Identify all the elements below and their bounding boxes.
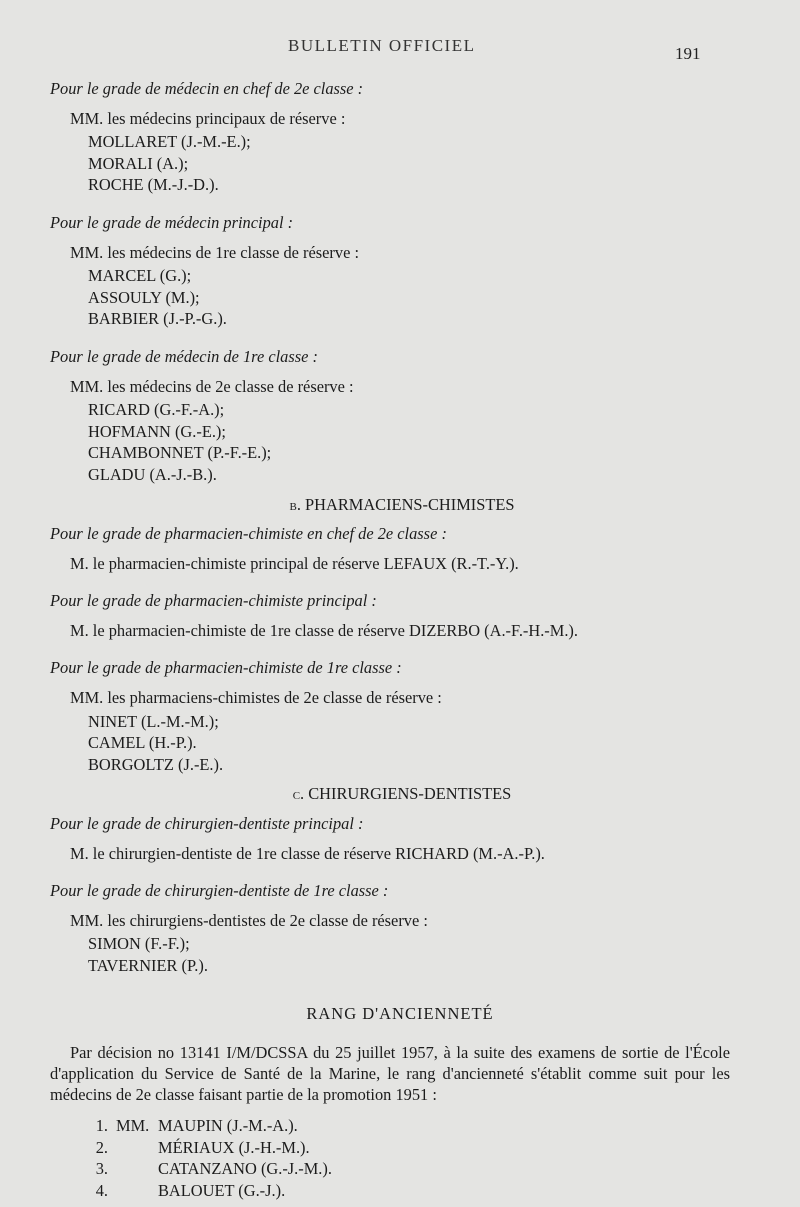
subsection-heading-chirurgiens: c. CHIRURGIENS-DENTISTES <box>292 784 512 804</box>
section-intro: MM. les médecins principaux de réserve : <box>70 108 346 128</box>
name-item: TAVERNIER (P.). <box>88 956 208 975</box>
name-item: SIMON (F.-F.); <box>88 934 190 954</box>
rank-number: 1. <box>95 1116 108 1136</box>
section-heading: Pour le grade de médecin de 1re classe : <box>50 346 318 366</box>
name-list <box>50 131 730 196</box>
name-item: CHAMBONNET (P.-F.-E.); <box>88 443 272 463</box>
name-item: CAMEL (H.-P.). <box>88 733 197 753</box>
page-number: 191 <box>675 44 701 63</box>
rank-item <box>50 1180 730 1202</box>
rang-paragraph: Par décision no 13141 I/M/DCSSA du 25 juillet 1957, à la suite des examens de sortie de l'École d'application du Service de Santé de la Marine, le rang d'ancienneté s'établit comme suit pour les médecins de 2e classe faisant partie de la promotion 1951 : <box>50 1043 730 1105</box>
name-item: ROCHE (M.-J.-D.). <box>88 175 219 195</box>
rank-number: 4. <box>95 1180 108 1200</box>
section-heading: Pour le grade de pharmacien-chimiste principal : <box>50 591 377 611</box>
section-pharmacien-en-chef <box>50 523 730 574</box>
rank-name: MAUPIN (J.-M.-A.). <box>158 1116 298 1136</box>
name-item: NINET (L.-M.-M.); <box>88 711 219 731</box>
section-medecin-principal <box>50 212 730 330</box>
page-content <box>50 78 730 1202</box>
section-heading: Pour le grade de pharmacien-chimiste de 1re classe : <box>50 658 402 678</box>
rank-item <box>50 1115 730 1137</box>
section-pharmacien-1re-classe <box>50 657 730 775</box>
section-heading: Pour le grade de chirurgien-dentiste principal : <box>50 814 364 834</box>
rank-item <box>50 1137 730 1159</box>
section-chirurgien-principal <box>50 813 730 864</box>
rank-list <box>50 1115 730 1201</box>
page-header <box>0 36 800 62</box>
section-heading: Pour le grade de médecin principal : <box>50 212 294 232</box>
name-list <box>50 399 730 485</box>
section-intro: M. le pharmacien-chimiste de 1re classe de réserve DIZERBO (A.-F.-H.-M.). <box>70 620 578 640</box>
rank-number: 3. <box>95 1159 108 1179</box>
running-title: BULLETIN OFFICIEL <box>288 36 476 55</box>
section-pharmacien-principal <box>50 590 730 641</box>
rank-number: 2. <box>95 1137 108 1157</box>
name-item: HOFMANN (G.-E.); <box>88 421 226 441</box>
section-medecin-1re-classe <box>50 346 730 486</box>
section-intro: MM. les pharmaciens-chimistes de 2e classe de réserve : <box>70 688 442 708</box>
section-heading: Pour le grade de pharmacien-chimiste en chef de 2e classe : <box>50 524 447 544</box>
subsection-heading-pharmaciens: b. PHARMACIENS-CHIMISTES <box>289 494 515 514</box>
rang-anciennete-heading: RANG D'ANCIENNETÉ <box>306 1003 494 1023</box>
section-medecin-en-chef <box>50 78 730 196</box>
name-item: GLADU (A.-J.-B.). <box>88 464 217 484</box>
rank-prefix: MM. <box>116 1116 150 1136</box>
name-item: MARCEL (G.); <box>88 266 192 286</box>
name-item: BORGOLTZ (J.-E.). <box>88 754 224 774</box>
section-chirurgien-1re-classe <box>50 880 730 976</box>
name-item: MORALI (A.); <box>88 153 189 173</box>
name-item: ASSOULY (M.); <box>88 287 200 307</box>
rank-name: BALOUET (G.-J.). <box>158 1180 286 1200</box>
rank-name: MÉRIAUX (J.-H.-M.). <box>158 1137 310 1157</box>
name-list <box>50 265 730 330</box>
name-item: RICARD (G.-F.-A.); <box>88 400 225 420</box>
name-list <box>50 711 730 776</box>
rank-item <box>50 1158 730 1180</box>
section-intro: MM. les chirurgiens-dentistes de 2e classe de réserve : <box>70 910 428 930</box>
rank-name: CATANZANO (G.-J.-M.). <box>158 1159 332 1179</box>
section-intro: MM. les médecins de 2e classe de réserve : <box>70 376 354 396</box>
section-heading: Pour le grade de chirurgien-dentiste de 1re classe : <box>50 881 389 901</box>
name-item: BARBIER (J.-P.-G.). <box>88 309 227 329</box>
name-item: MOLLARET (J.-M.-E.); <box>88 132 251 152</box>
section-intro: M. le chirurgien-dentiste de 1re classe de réserve RICHARD (M.-A.-P.). <box>70 843 545 863</box>
name-list <box>50 933 730 976</box>
section-intro: M. le pharmacien-chimiste principal de réserve LEFAUX (R.-T.-Y.). <box>70 553 519 573</box>
section-intro: MM. les médecins de 1re classe de réserve : <box>70 242 360 262</box>
section-heading: Pour le grade de médecin en chef de 2e classe : <box>50 79 364 98</box>
